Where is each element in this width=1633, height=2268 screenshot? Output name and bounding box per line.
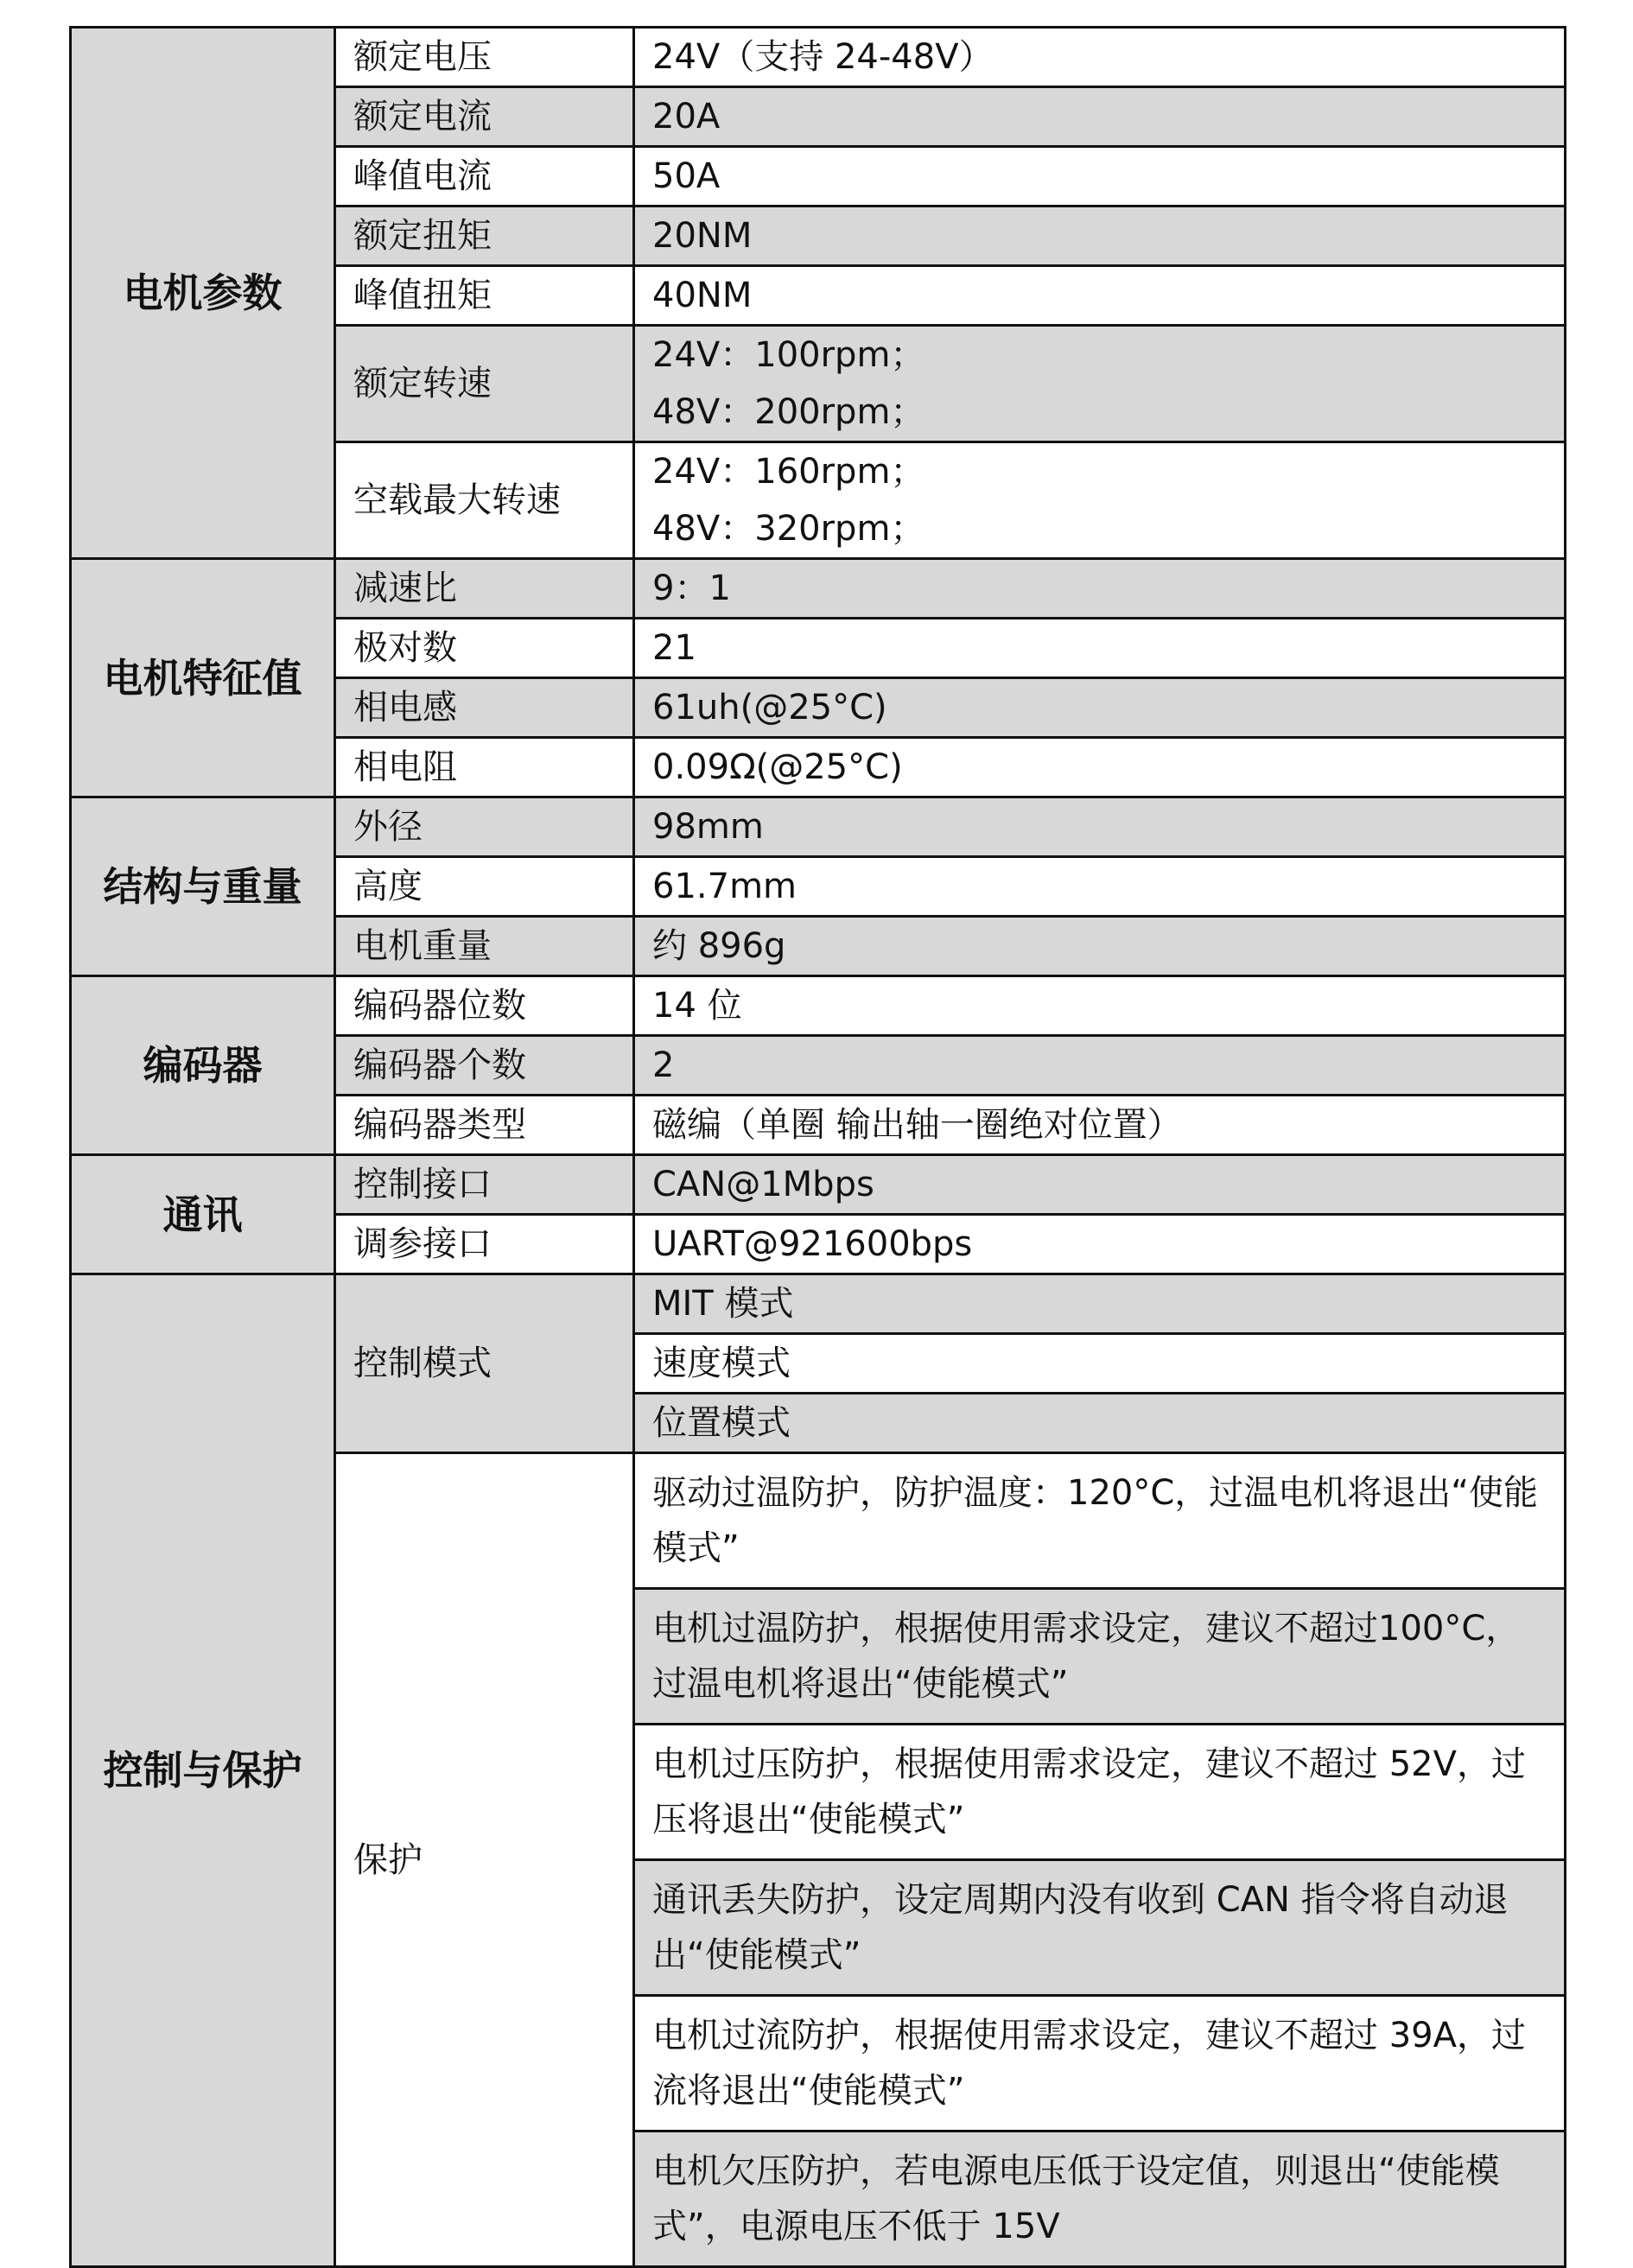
value-line: 24V：100rpm； <box>652 335 925 375</box>
row-value: 电机过温防护，根据使用需求设定，建议不超过100°C，过温电机将退出“使能模式” <box>634 1589 1566 1725</box>
row-value: MIT 模式 <box>634 1274 1566 1334</box>
row-label: 减速比 <box>335 559 634 619</box>
row-label: 峰值电流 <box>335 147 634 206</box>
row-value: 14 位 <box>634 976 1566 1036</box>
spec-table <box>69 26 1566 2268</box>
row-label: 控制模式 <box>335 1274 634 1453</box>
category-encoder: 编码器 <box>71 976 335 1155</box>
category-structure-weight: 结构与重量 <box>71 797 335 976</box>
row-label: 相电阻 <box>335 738 634 797</box>
value-line: 48V：200rpm； <box>652 392 925 432</box>
row-value: CAN@1Mbps <box>634 1155 1566 1215</box>
row-value: 20NM <box>634 206 1566 266</box>
table-row <box>71 797 1566 857</box>
table-row <box>71 559 1566 619</box>
row-value: 2 <box>634 1036 1566 1096</box>
row-value: 61uh(@25°C) <box>634 678 1566 738</box>
row-label: 相电感 <box>335 678 634 738</box>
row-value: 9：1 <box>634 559 1566 619</box>
row-label: 峰值扭矩 <box>335 266 634 326</box>
row-value: 电机欠压防护，若电源电压低于设定值，则退出“使能模式”，电源电压不低于 15V <box>634 2131 1566 2267</box>
row-value: 61.7mm <box>634 857 1566 917</box>
row-label: 外径 <box>335 797 634 857</box>
row-value: 50A <box>634 147 1566 206</box>
category-control-protection: 控制与保护 <box>71 1274 335 2267</box>
row-value: 磁编（单圈 输出轴一圈绝对位置） <box>634 1096 1566 1155</box>
row-value: 21 <box>634 619 1566 678</box>
row-label: 额定转速 <box>335 326 634 442</box>
table-row <box>71 1155 1566 1215</box>
row-value: 电机过压防护，根据使用需求设定，建议不超过 52V，过压将退出“使能模式” <box>634 1725 1566 1860</box>
value-line: 24V：160rpm； <box>652 452 925 492</box>
row-label: 编码器类型 <box>335 1096 634 1155</box>
value-line: 48V：320rpm； <box>652 509 925 549</box>
row-label: 调参接口 <box>335 1215 634 1274</box>
row-value: UART@921600bps <box>634 1215 1566 1274</box>
row-value: 20A <box>634 87 1566 147</box>
row-value: 位置模式 <box>634 1394 1566 1453</box>
row-value: 驱动过温防护，防护温度：120°C，过温电机将退出“使能模式” <box>634 1453 1566 1589</box>
category-motor-characteristics: 电机特征值 <box>71 559 335 797</box>
row-label: 编码器位数 <box>335 976 634 1036</box>
category-motor-params: 电机参数 <box>71 28 335 559</box>
row-label: 编码器个数 <box>335 1036 634 1096</box>
row-value: 40NM <box>634 266 1566 326</box>
row-label: 高度 <box>335 857 634 917</box>
row-value: 0.09Ω(@25°C) <box>634 738 1566 797</box>
row-label: 额定电压 <box>335 28 634 87</box>
row-label: 极对数 <box>335 619 634 678</box>
row-value: 24V（支持 24-48V） <box>634 28 1566 87</box>
row-label: 额定电流 <box>335 87 634 147</box>
row-label: 电机重量 <box>335 917 634 976</box>
table-row <box>71 28 1566 87</box>
row-value: 98mm <box>634 797 1566 857</box>
table-row <box>71 976 1566 1036</box>
row-label: 空载最大转速 <box>335 442 634 559</box>
row-value: 约 896g <box>634 917 1566 976</box>
row-value: 通讯丢失防护，设定周期内没有收到 CAN 指令将自动退出“使能模式” <box>634 1860 1566 1996</box>
table-row <box>71 1274 1566 1334</box>
row-value: 速度模式 <box>634 1334 1566 1394</box>
row-label: 保护 <box>335 1453 634 2267</box>
row-value <box>634 326 1566 442</box>
row-value: 电机过流防护，根据使用需求设定，建议不超过 39A，过流将退出“使能模式” <box>634 1996 1566 2131</box>
row-label: 额定扭矩 <box>335 206 634 266</box>
category-communication: 通讯 <box>71 1155 335 1274</box>
row-label: 控制接口 <box>335 1155 634 1215</box>
row-value <box>634 442 1566 559</box>
